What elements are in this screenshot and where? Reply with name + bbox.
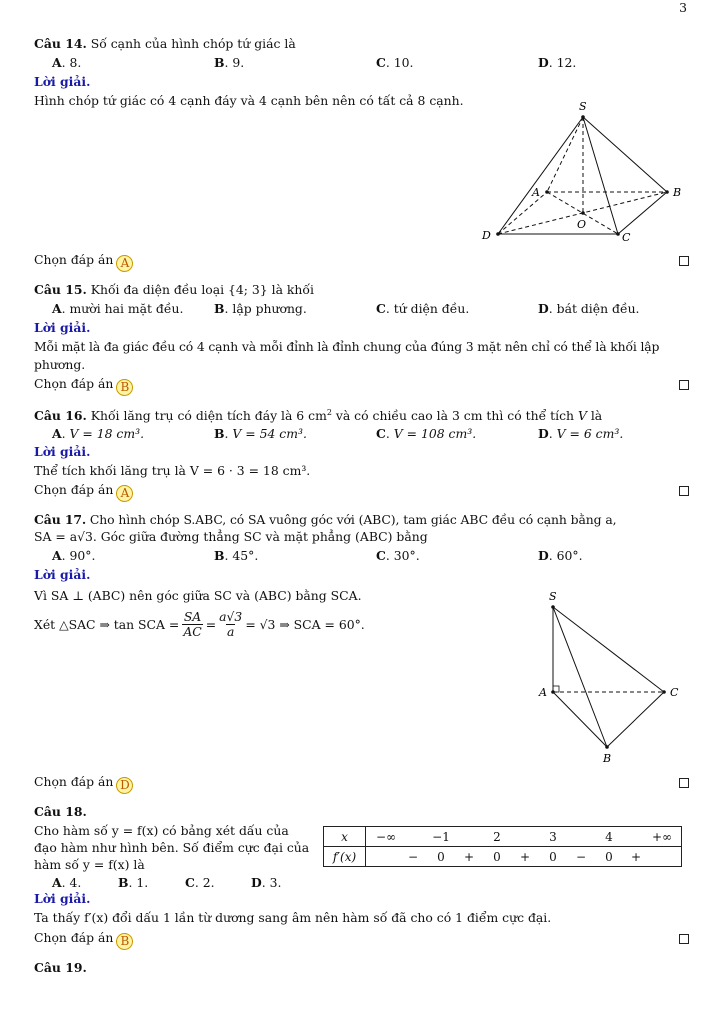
qed-box <box>679 778 689 788</box>
solution-heading: Lời giải. <box>34 320 91 335</box>
label-b: B <box>673 186 682 199</box>
option-c: C. V = 108 cm³. <box>376 426 477 441</box>
answer-line: Chọn đáp án D <box>34 774 133 794</box>
table-cell: − 0 + 0 + 0 − 0 + <box>366 847 682 867</box>
option-b: B. 9. <box>214 55 245 70</box>
tetrahedron-figure <box>530 590 695 770</box>
solution-formula: Xét △SAC ⇒ tan SCA = $\frac{SA}{AC}$ = $\frac{a√3}{a}$ = √3 ⇒ SCA = 60°. <box>34 609 365 639</box>
label-a: A <box>532 186 540 199</box>
option-b: B. lập phương. <box>214 301 307 316</box>
label-c: C <box>622 231 631 244</box>
option-d: D. 12. <box>538 55 577 70</box>
answer-badge: D <box>116 777 133 794</box>
table-cell: x <box>324 827 366 847</box>
option-a: A. 4. <box>52 875 82 890</box>
solution-text: Vì SA ⊥ (ABC) nên góc giữa SC và (ABC) bằng SCA. <box>34 588 362 603</box>
option-b: B. 45°. <box>214 548 259 563</box>
answer-line: Chọn đáp án B <box>34 930 133 950</box>
question-text: Khối đa diện đều loại {4; 3} là khối <box>90 282 314 297</box>
qed-box <box>679 486 689 496</box>
label-a: A <box>539 686 547 699</box>
fraction: $\frac{a√3}{a}$ <box>219 609 243 639</box>
question-text: Số cạnh của hình chóp tứ giác là <box>90 36 296 51</box>
question-14 <box>34 36 296 52</box>
qed-box <box>679 256 689 266</box>
table-row <box>324 827 682 847</box>
answer-line: Chọn đáp án B <box>34 376 133 396</box>
option-d: D. 3. <box>251 875 282 890</box>
table-cell: −∞ −1 2 3 4 +∞ <box>366 827 682 847</box>
option-d: D. bát diện đều. <box>538 301 640 316</box>
label-s: S <box>549 590 557 603</box>
question-19: Câu 19. <box>34 960 87 975</box>
table-row <box>324 847 682 867</box>
question-15: Câu 15. Khối đa diện đều loại {4; 3} là khối <box>34 282 314 297</box>
table-cell: f′(x) <box>324 847 366 867</box>
option-a: A. mười hai mặt đều. <box>52 301 184 316</box>
option-a: A. 90°. <box>52 548 96 563</box>
solution-text: Hình chóp tứ giác có 4 cạnh đáy và 4 cạnh bên nên có tất cả 8 cạnh. <box>34 93 464 108</box>
question-number: Câu 14. <box>34 36 87 51</box>
label-b: B <box>603 752 612 765</box>
answer-line: Chọn đáp án A <box>34 482 133 502</box>
question-text: Cho hàm số y = f(x) có bảng xét dấu của <box>34 823 289 838</box>
sign-table <box>323 826 682 867</box>
solution-heading: Lời giải. <box>34 567 91 582</box>
option-c: C. 2. <box>185 875 215 890</box>
answer-badge: A <box>116 255 133 272</box>
option-b: B. 1. <box>118 875 149 890</box>
page-number: 3 <box>679 0 687 15</box>
solution-heading: Lời giải. <box>34 891 91 906</box>
question-text-cont: SA = a√3. Góc giữa đường thẳng SC và mặt phẳng (ABC) bằng <box>34 529 428 544</box>
label-c: C <box>670 686 679 699</box>
fraction: $\frac{SA}{AC}$ <box>183 609 202 639</box>
option-c: C. tứ diện đều. <box>376 301 470 316</box>
option-c: C. 10. <box>376 55 414 70</box>
label-o: O <box>577 218 587 231</box>
option-d: D. V = 6 cm³. <box>538 426 624 441</box>
option-a: A. V = 18 cm³. <box>52 426 145 441</box>
label-s: S <box>579 100 587 113</box>
answer-badge: B <box>116 933 133 950</box>
option-a: A. 8. <box>52 55 82 70</box>
question-17: Câu 17. Cho hình chóp S.ABC, có SA vuông góc với (ABC), tam giác ABC đều có cạnh bằng a, <box>34 512 617 527</box>
option-c: C. 30°. <box>376 548 420 563</box>
solution-text: Ta thấy f′(x) đổi dấu 1 lần từ dương sang âm nên hàm số đã cho có 1 điểm cực đại. <box>34 910 552 925</box>
question-16: Câu 16. Khối lăng trụ có diện tích đáy là 6 $cm^2$ và có chiều cao là 3 cm thì có thể tích V là <box>34 408 603 424</box>
answer-line: Chọn đáp án A <box>34 252 133 272</box>
solution-text-cont: phương. <box>34 357 86 372</box>
solution-text: Thể tích khối lăng trụ là V = 6 · 3 = 18 cm³. <box>34 463 311 478</box>
solution-heading: Lời giải. <box>34 74 91 89</box>
solution-text: Mỗi mặt là đa giác đều có 4 cạnh và mỗi đỉnh là đỉnh chung của đúng 3 mặt nên chỉ có thể là khối lập <box>34 339 660 354</box>
solution-heading: Lời giải. <box>34 444 91 459</box>
option-b: B. V = 54 cm³. <box>214 426 307 441</box>
question-text-cont: hàm số y = f(x) là <box>34 857 145 872</box>
pyramid-figure <box>470 95 695 245</box>
qed-box <box>679 934 689 944</box>
question-18: Câu 18. <box>34 804 87 819</box>
answer-badge: B <box>116 379 133 396</box>
answer-badge: A <box>116 485 133 502</box>
option-d: D. 60°. <box>538 548 583 563</box>
qed-box <box>679 380 689 390</box>
question-text-cont: đạo hàm như hình bên. Số điểm cực đại của <box>34 840 310 855</box>
label-d: D <box>482 229 491 242</box>
